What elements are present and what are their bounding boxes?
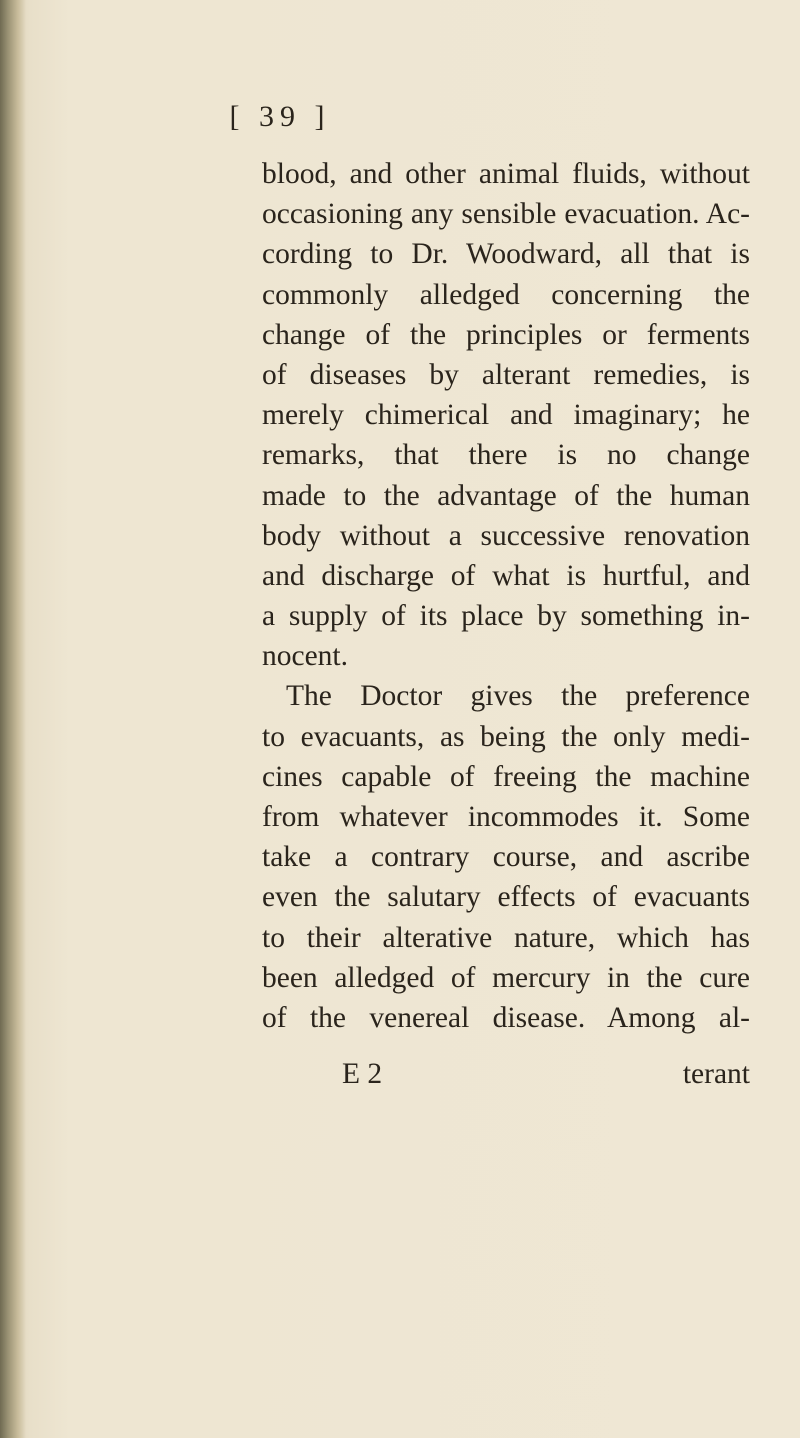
body-text	[262, 154, 750, 1038]
bracket-close: ]	[314, 100, 331, 133]
text-line: been alledged of mercury in the cure	[262, 961, 750, 994]
text-line: cording to Dr. Woodward, all that is	[262, 238, 750, 271]
text-line: made to the advantage of the human	[262, 479, 750, 512]
text-line: change of the principles or ferments	[262, 318, 750, 351]
text-line: a supply of its place by something in-	[262, 600, 750, 633]
text-line: of the venereal disease. Among al-	[262, 1001, 750, 1034]
text-line: body without a successive renovation	[262, 519, 750, 552]
book-spine-shadow	[0, 0, 26, 1438]
text-line: nocent.	[262, 640, 349, 673]
text-line: cines capable of freeing the machine	[262, 760, 750, 793]
text-line: blood, and other animal fluids, without	[262, 158, 750, 190]
text-line: The Doctor gives the preference	[286, 680, 750, 713]
text-line: to evacuants, as being the only medi-	[262, 720, 750, 753]
text-line: to their alterative nature, which has	[262, 921, 750, 954]
text-line: even the salutary effects of evacuants	[262, 881, 750, 914]
bracket-open: [	[229, 100, 246, 133]
text-line: and discharge of what is hurtful, and	[262, 559, 750, 592]
catchword: terant	[682, 1058, 750, 1090]
signature-mark: E 2	[342, 1058, 383, 1090]
page-header	[0, 100, 800, 134]
page-footer	[262, 1058, 750, 1098]
text-line: take a contrary course, and ascribe	[262, 841, 750, 874]
page-number-group	[229, 100, 391, 133]
text-line: of diseases by alterant remedies, is	[262, 358, 750, 391]
text-line: from whatever incommodes it. Some	[262, 801, 750, 833]
text-line: commonly alledged concerning the	[262, 278, 750, 311]
page-number: 39	[259, 100, 301, 133]
text-line: merely chimerical and imaginary; he	[262, 399, 750, 432]
text-line: remarks, that there is no change	[262, 439, 750, 472]
text-line: occasioning any sensible evacuation. Ac-	[262, 198, 750, 231]
